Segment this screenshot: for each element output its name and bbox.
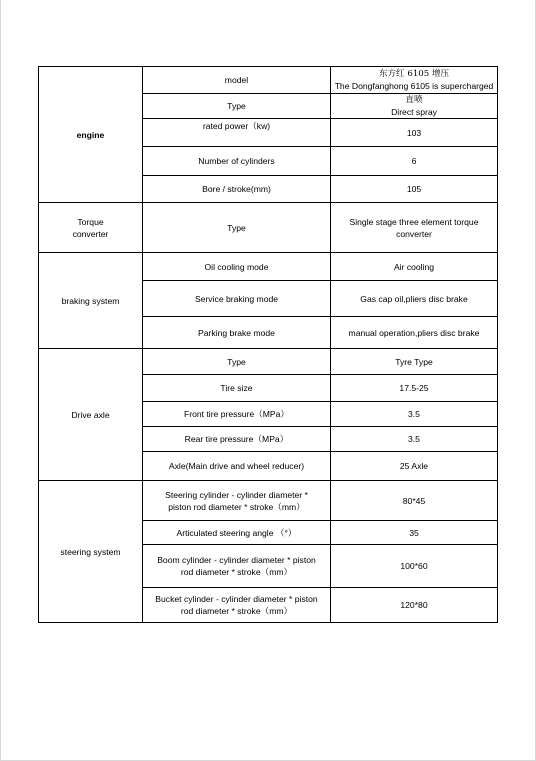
row-value: 105: [331, 176, 498, 203]
row-value: 3.5: [331, 402, 498, 427]
group-drive-axle: Drive axle: [39, 349, 143, 481]
row-label: rated power（kw): [143, 119, 331, 147]
spec-table: [38, 66, 498, 623]
row-value: 直喷 Direct spray: [331, 94, 498, 119]
row-label: Boom cylinder - cylinder diameter * piston rod diameter * stroke（mm）: [143, 545, 331, 588]
row-label: Bucket cylinder - cylinder diameter * piston rod diameter * stroke（mm）: [143, 588, 331, 623]
row-label: Service braking mode: [143, 281, 331, 317]
row-value: manual operation,pliers disc brake: [331, 317, 498, 349]
row-value: Air cooling: [331, 253, 498, 281]
group-engine: engine: [39, 67, 143, 203]
row-value: 25 Axle: [331, 452, 498, 481]
row-value: 80*45: [331, 481, 498, 521]
row-label: Articulated steering angle （°）: [143, 521, 331, 545]
group-braking-system: braking system: [39, 253, 143, 349]
row-value: 17.5-25: [331, 375, 498, 402]
row-label: Rear tire pressure（MPa）: [143, 427, 331, 452]
table-row: [39, 349, 498, 375]
row-label: Axle(Main drive and wheel reducer): [143, 452, 331, 481]
row-label: Parking brake mode: [143, 317, 331, 349]
table-row: [39, 67, 498, 94]
row-value: 100*60: [331, 545, 498, 588]
row-label: Type: [143, 203, 331, 253]
row-label: Steering cylinder - cylinder diameter * piston rod diameter * stroke（mm）: [143, 481, 331, 521]
row-value: 35: [331, 521, 498, 545]
row-label: model: [143, 67, 331, 94]
table-row: [39, 481, 498, 521]
row-value: 6: [331, 147, 498, 176]
row-label: Front tire pressure（MPa）: [143, 402, 331, 427]
row-label: Type: [143, 94, 331, 119]
row-label: Tire size: [143, 375, 331, 402]
row-value: Tyre Type: [331, 349, 498, 375]
row-label: Bore / stroke(mm): [143, 176, 331, 203]
row-label: Oil cooling mode: [143, 253, 331, 281]
table-row: [39, 253, 498, 281]
group-steering-system: steering system: [39, 481, 143, 623]
row-value: 103: [331, 119, 498, 147]
page-edge-left: [0, 0, 1, 761]
row-value: 120*80: [331, 588, 498, 623]
row-value: Single stage three element torque converter: [331, 203, 498, 253]
table-row: [39, 203, 498, 253]
row-value: 东方红 6105 增压 The Dongfanghong 6105 is supercharged: [331, 67, 498, 94]
row-value: 3.5: [331, 427, 498, 452]
row-label: Type: [143, 349, 331, 375]
row-label: Number of cylinders: [143, 147, 331, 176]
row-value: Gas cap oil,pliers disc brake: [331, 281, 498, 317]
group-torque-converter: Torque converter: [39, 203, 143, 253]
